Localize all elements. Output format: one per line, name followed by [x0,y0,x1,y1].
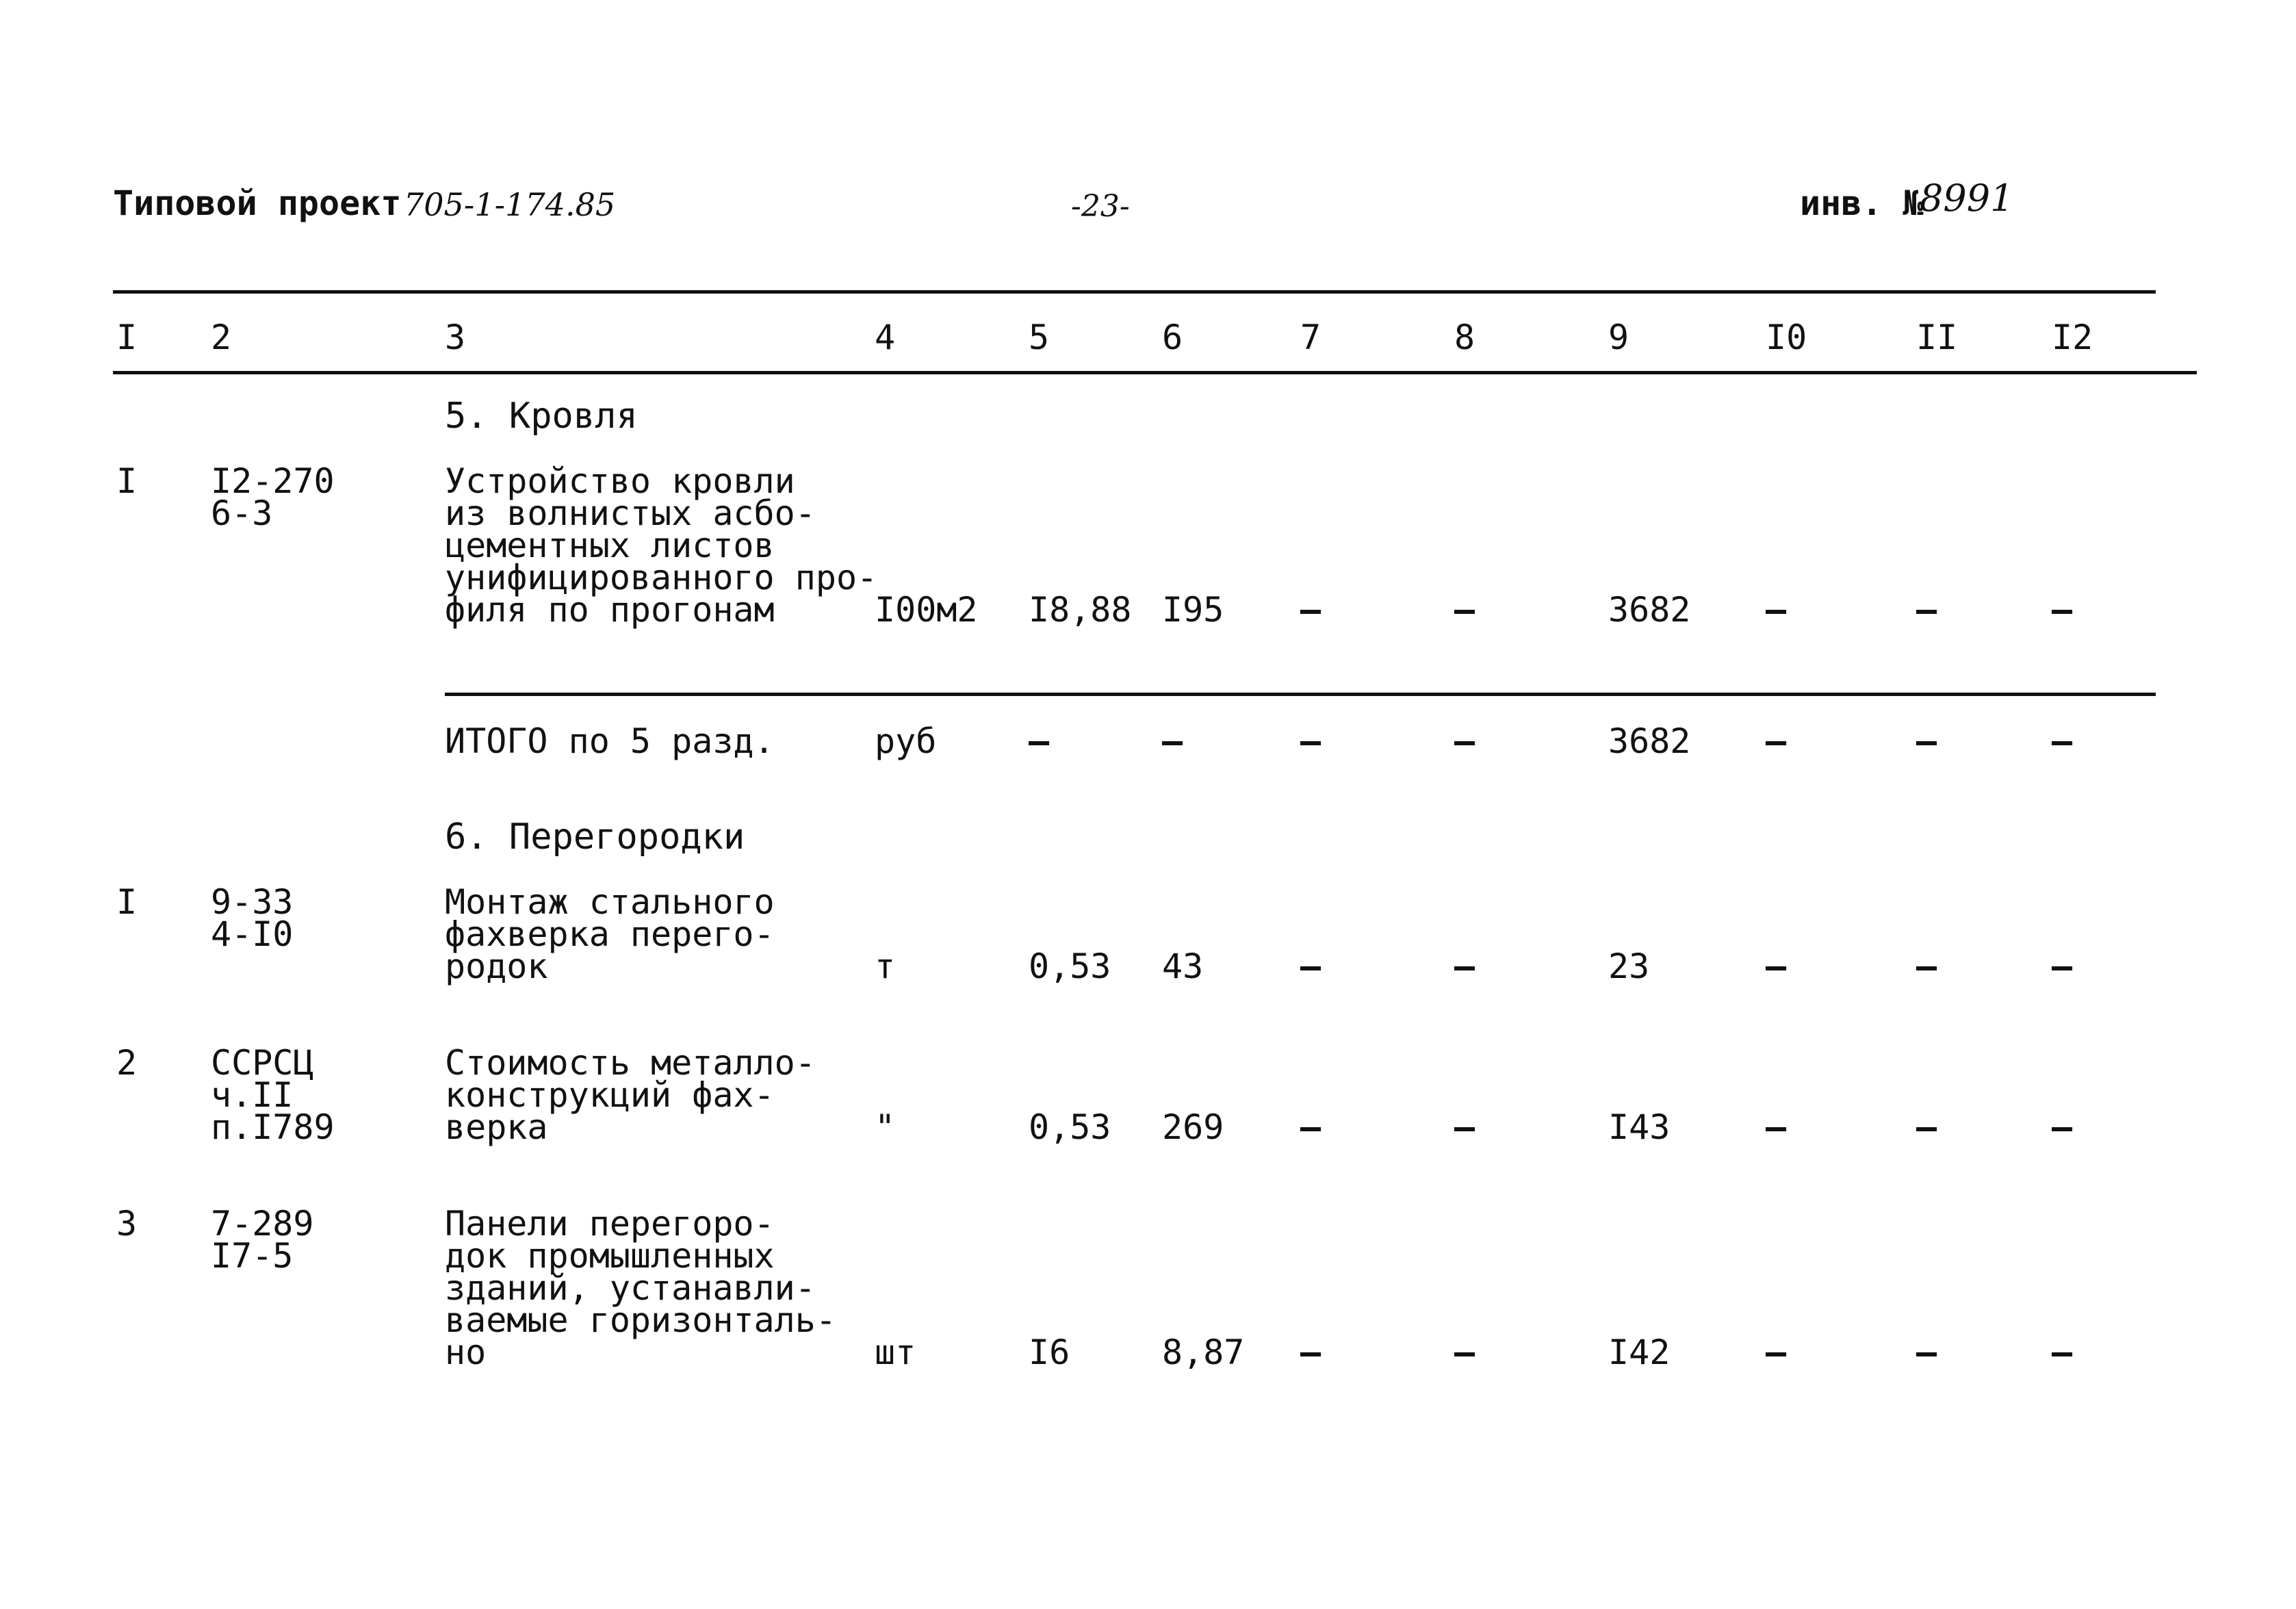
unit: т [875,947,896,986]
col-12-value: – [2052,1333,2073,1372]
section-5-title: 5. Кровля [445,396,638,437]
col-7-value: – [1300,1107,1321,1147]
col-11-value: – [1916,590,1937,630]
rate-code: I2-270 6-3 [211,461,335,533]
col-header-10: I0 [1766,318,1807,357]
quantity: – [1029,721,1050,761]
col-12-value: – [2052,721,2073,761]
unit-cost: – [1162,721,1183,761]
quantity: I6 [1029,1333,1070,1372]
col-11-value: – [1916,721,1937,761]
row-number: I [116,882,138,922]
row-number: I [116,461,138,501]
col-7-value: – [1300,590,1321,630]
rate-code: ССРСЦ ч.II п.I789 [211,1043,335,1147]
unit-cost: 269 [1162,1107,1224,1147]
col-8-value: – [1454,947,1475,986]
project-label: Типовой проект [113,183,402,223]
inventory-label: инв. № [1800,183,1924,223]
unit: руб [875,721,937,761]
rate-code: 7-289 I7-5 [211,1204,314,1276]
total-cost: I43 [1608,1107,1671,1147]
col-header-11: II [1916,318,1958,357]
quantity: 0,53 [1029,947,1111,986]
col-header-2: 2 [211,318,232,357]
total-cost: 3682 [1608,590,1691,630]
col-11-value: – [1916,1107,1937,1147]
col-7-value: – [1300,947,1321,986]
work-description: Устройство кровли из волнистых асбо- цементных листов унифицированного про- филя по прогонам [445,461,878,630]
row-number: 3 [116,1204,138,1244]
col-8-value: – [1454,590,1475,630]
total-cost: 23 [1608,947,1650,986]
col-8-value: – [1454,1333,1475,1372]
col-10-value: – [1766,590,1787,630]
col-7-value: – [1300,721,1321,761]
column-header-rule [113,371,2197,374]
col-11-value: – [1916,947,1937,986]
unit-cost: 8,87 [1162,1333,1245,1372]
unit: шт [875,1333,916,1372]
col-10-value: – [1766,947,1787,986]
col-12-value: – [2052,1107,2073,1147]
col-12-value: – [2052,947,2073,986]
col-8-value: – [1454,1107,1475,1147]
unit-cost: 43 [1162,947,1204,986]
section-total-rule [445,693,2156,696]
col-header-4: 4 [875,318,896,357]
col-10-value: – [1766,1107,1787,1147]
col-header-8: 8 [1454,318,1475,357]
col-header-6: 6 [1162,318,1183,357]
top-rule [113,290,2156,294]
col-7-value: – [1300,1333,1321,1372]
rate-code: 9-33 4-I0 [211,882,294,954]
col-11-value: – [1916,1333,1937,1372]
row-number: 2 [116,1043,138,1083]
page-number: -23- [1071,189,1130,224]
work-description: Монтаж стального фахверка перего- родок [445,882,775,986]
work-description: Стоимость металло- конструкций фах- верка [445,1043,816,1147]
inventory-number: 8991 [1920,177,2014,220]
unit-cost: I95 [1162,590,1224,630]
col-10-value: – [1766,1333,1787,1372]
quantity: 0,53 [1029,1107,1111,1147]
work-description: Панели перегоро- док промышленных зданий, устанавли- ваемые горизонталь- но [445,1204,836,1372]
section-total-label: ИТОГО по 5 разд. [445,721,775,761]
total-cost: 3682 [1608,721,1691,761]
col-header-7: 7 [1300,318,1321,357]
col-header-9: 9 [1608,318,1629,357]
col-header-1: I [116,318,138,357]
unit: " [875,1107,896,1147]
col-header-3: 3 [445,318,466,357]
section-6-title: 6. Перегородки [445,816,745,858]
quantity: I8,88 [1029,590,1132,630]
col-header-5: 5 [1029,318,1050,357]
col-8-value: – [1454,721,1475,761]
col-10-value: – [1766,721,1787,761]
total-cost: I42 [1608,1333,1671,1372]
col-12-value: – [2052,590,2073,630]
project-number: 705-1-174.85 [404,186,616,223]
unit: I00м2 [875,590,978,630]
col-header-12: I2 [2052,318,2093,357]
